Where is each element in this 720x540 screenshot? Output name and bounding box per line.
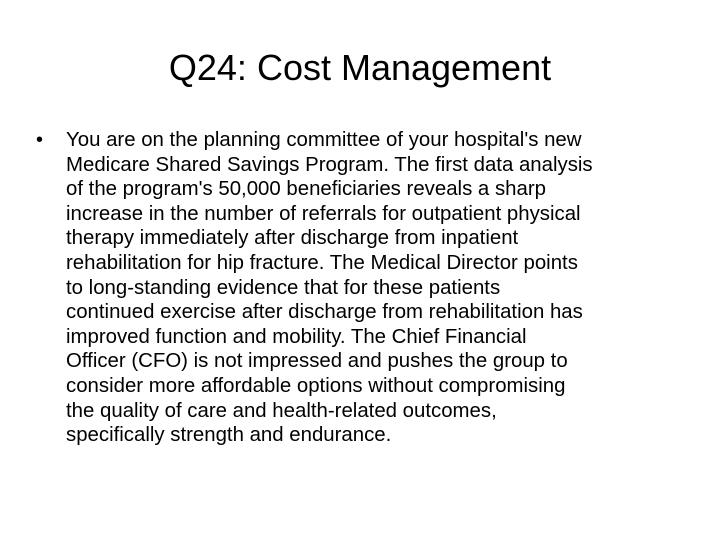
slide-content bbox=[36, 128, 690, 448]
bullet-text-line: specifically strength and endurance. bbox=[66, 424, 392, 447]
bullet-text-line: Medicare Shared Savings Program. The first data analysis bbox=[66, 153, 593, 176]
bullet-dot-icon: • bbox=[36, 129, 44, 151]
bullet-text-line: therapy immediately after discharge from inpatient bbox=[66, 227, 519, 250]
bullet-text-line: You are on the planning committee of your hospital's new bbox=[66, 129, 582, 151]
bullet-text-line: increase in the number of referrals for outpatient physical bbox=[66, 202, 581, 225]
bullet-text-line: improved function and mobility. The Chief Financial bbox=[66, 325, 527, 348]
slide-title: Q24: Cost Management bbox=[168, 47, 552, 88]
bullet-text-line: the quality of care and health-related outcomes, bbox=[66, 399, 497, 422]
bullet-text-line: continued exercise after discharge from rehabilitation has bbox=[66, 301, 583, 324]
bullet-text bbox=[66, 128, 690, 448]
bullet-text-line: Officer (CFO) is not impressed and pushes the group to bbox=[66, 350, 568, 373]
bullet-text-line: consider more affordable options without compromising bbox=[66, 374, 566, 397]
bullet-text-line: to long-standing evidence that for these patients bbox=[66, 276, 501, 299]
bullet-text-line: rehabilitation for hip fracture. The Medical Director points bbox=[66, 251, 578, 274]
bullet-item bbox=[36, 128, 690, 448]
bullet-text-line: of the program's 50,000 beneficiaries reveals a sharp bbox=[66, 178, 546, 201]
